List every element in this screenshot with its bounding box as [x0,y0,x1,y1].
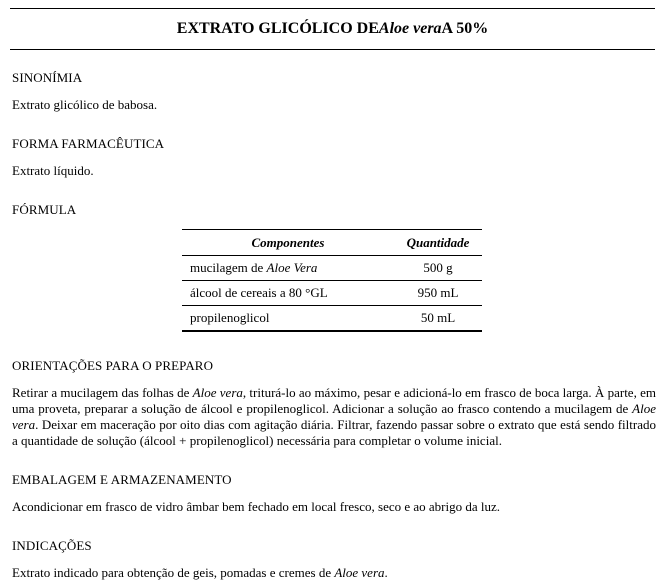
col-quantidade: Quantidade [394,230,482,256]
title-suffix: A 50% [441,20,489,37]
embalagem-text: Acondicionar em frasco de vidro âmbar bem fechado em local fresco, seco e ao abrigo da luz. [12,499,501,514]
forma-heading: FORMA FARMACÊUTICA [12,136,165,151]
quantity-cell: 950 mL [394,281,482,306]
embalagem-heading: EMBALAGEM E ARMAZENAMENTO [12,472,232,487]
col-componentes: Componentes [182,230,394,256]
component-cell: álcool de cereais a 80 °GL [182,281,394,306]
sinonimia-text: Extrato glicólico de babosa. [12,97,158,112]
preparo-heading: ORIENTAÇÕES PARA O PREPARO [12,358,214,373]
forma-text: Extrato líquido. [12,163,94,178]
title-italic: Aloe vera [378,20,442,37]
sinonimia-heading: SINONÍMIA [12,70,83,85]
table-row [182,281,482,306]
indicacoes-text: Extrato indicado para obtenção de geis, pomadas e cremes de Aloe vera. [12,565,388,580]
indicacoes-heading: INDICAÇÕES [12,538,92,553]
formula-heading: FÓRMULA [12,202,77,217]
formula-header-row [182,230,482,256]
table-row [182,256,482,281]
component-cell: mucilagem de Aloe Vera [182,256,394,281]
quantity-cell: 50 mL [394,306,482,332]
title-prefix: EXTRATO GLICÓLICO DE [176,20,379,37]
table-row [182,306,482,332]
quantity-cell: 500 g [394,256,482,281]
preparo-text: Retirar a mucilagem das folhas de Aloe vera, triturá-lo ao máximo, pesar e adicioná-lo em frasco de boca larga. À parte, em uma proveta, preparar a solução de álcool e propilenoglicol. Adicionar a solução ao frasco contendo a mucilagem de Aloe vera. Deixar em maceração por oito dias com agitação diária. Filtrar, fazendo passar sobre o extrato que está sendo filtrado a quantidade de solução (álcool + propilenoglicol) necessária para completar o volume inicial. [12,385,656,448]
page-title [10,8,655,50]
formula-table [182,229,482,332]
component-cell: propilenoglicol [182,306,394,332]
